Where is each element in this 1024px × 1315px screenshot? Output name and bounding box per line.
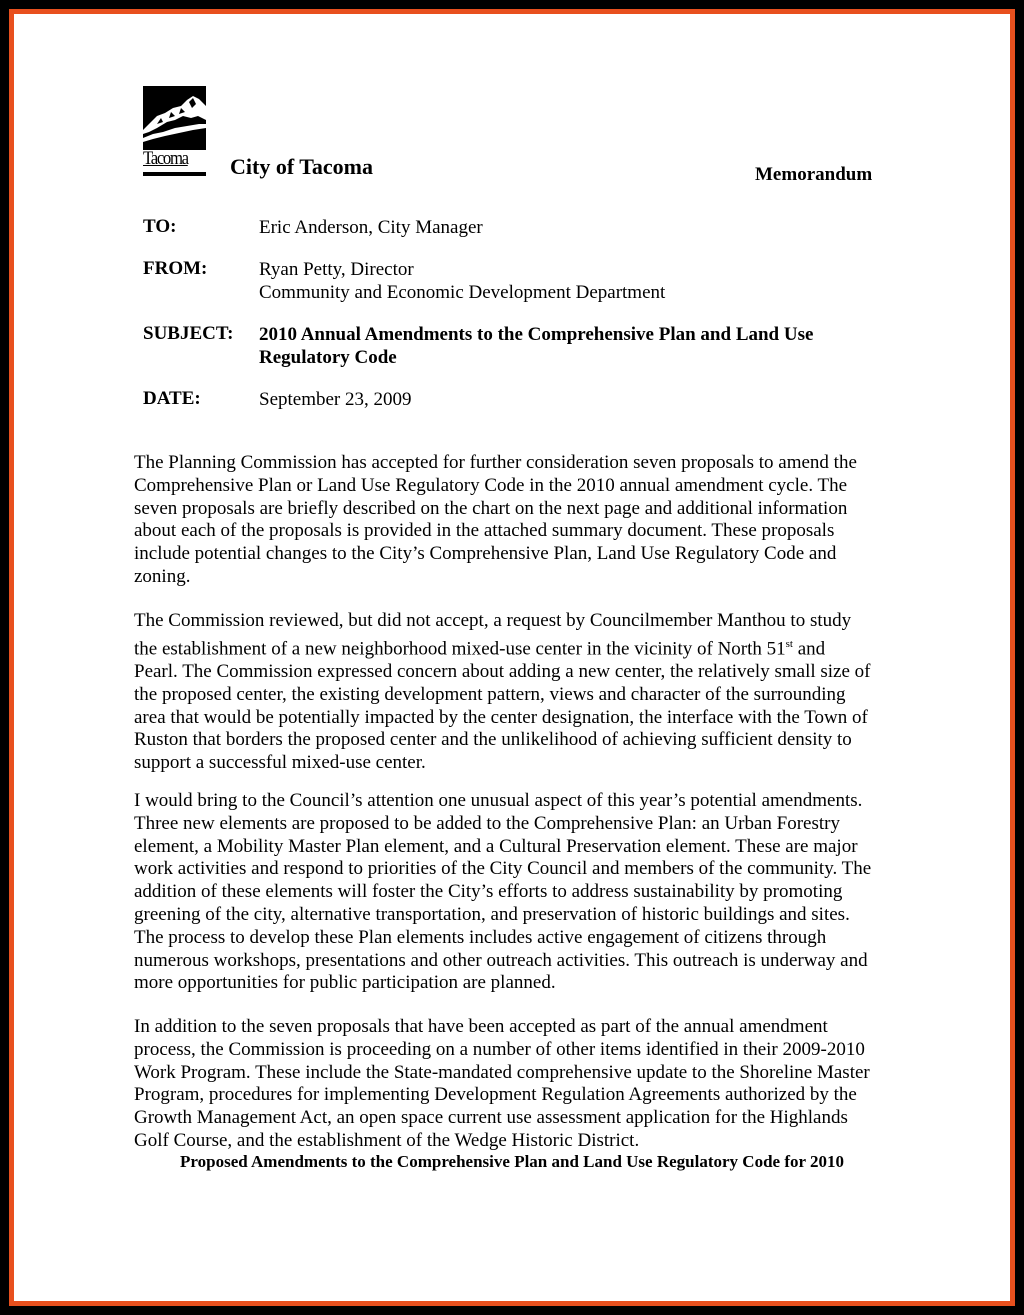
paragraph-line: Three new elements are proposed to be added to the Comprehensive Plan: an Urban Forestry xyxy=(134,812,840,834)
superscript-ordinal: st xyxy=(785,637,793,650)
paragraph-line: numerous workshops, presentations and other outreach activities. This outreach is underway and xyxy=(134,949,868,971)
body-paragraph-1 xyxy=(134,452,894,589)
paragraph-line: work activities and respond to priorities of the City Council and members of the community. The xyxy=(134,858,872,880)
from-label: FROM: xyxy=(143,258,208,279)
document-type: Memorandum xyxy=(755,164,873,185)
paragraph-line: support a successful mixed-use center. xyxy=(134,752,426,774)
paragraph-line: include potential changes to the City’s Comprehensive Plan, Land Use Regulatory Code and xyxy=(134,543,837,565)
paragraph-line: Work Program. These include the State-mandated comprehensive update to the Shoreline Master xyxy=(134,1061,870,1083)
paragraph-line: seven proposals are briefly described on the chart on the next page and additional information xyxy=(134,497,848,519)
paragraph-line-text: and xyxy=(792,638,826,660)
paragraph-line: Program, procedures for implementing Development Regulation Agreements authorized by the xyxy=(134,1084,857,1106)
paragraph-line: process, the Commission is proceeding on a number of other items identified in their 2009-2010 xyxy=(134,1038,865,1060)
subject-label: SUBJECT: xyxy=(143,323,234,344)
paragraph-line: The Commission reviewed, but did not accept, a request by Councilmember Manthou to study xyxy=(134,610,852,631)
paragraph-line: Ruston that borders the proposed center and the unlikelihood of achieving sufficient density to xyxy=(134,729,852,751)
paragraph-line: The process to develop these Plan elements includes active engagement of citizens through xyxy=(134,926,827,948)
paragraph-line-with-superscript xyxy=(134,633,894,661)
date-value: September 23, 2009 xyxy=(259,389,412,410)
to-label: TO: xyxy=(143,216,177,237)
paragraph-line: about each of the proposals is provided in the attached summary document. These proposals xyxy=(134,520,835,542)
logo-underline-bar xyxy=(143,172,206,176)
paragraph-line: Growth Management Act, an open space current use assessment application for the Highlands xyxy=(134,1107,848,1129)
paragraph-line: In addition to the seven proposals that have been accepted as part of the annual amendment xyxy=(134,1016,828,1037)
city-title: City of Tacoma xyxy=(230,154,373,179)
paragraph-line: area that would be potentially impacted by the center designation, the interface with the Town of xyxy=(134,706,868,728)
subject-value-line1: 2010 Annual Amendments to the Comprehensive Plan and Land Use xyxy=(259,324,814,345)
paragraph-line: the proposed center, the existing development pattern, views and character of the surrounding xyxy=(134,683,846,705)
chart-caption: Proposed Amendments to the Comprehensive Plan and Land Use Regulatory Code for 2010 xyxy=(180,1152,844,1171)
body-paragraph-3 xyxy=(134,790,894,995)
paragraph-line: greening of the city, alternative transportation, and preservation of historic buildings and sites. xyxy=(134,903,850,925)
mountain-logo-icon xyxy=(143,86,206,150)
paragraph-line: zoning. xyxy=(134,565,191,587)
paragraph-line: more opportunities for public participation are planned. xyxy=(134,972,556,994)
paragraph-line: Pearl. The Commission expressed concern about adding a new center, the relatively small size of xyxy=(134,660,871,682)
paragraph-line: addition of these elements will foster the City’s efforts to address sustainability by promoting xyxy=(134,881,843,903)
paragraph-line: The Planning Commission has accepted for further consideration seven proposals to amend the xyxy=(134,452,857,473)
paragraph-line: Comprehensive Plan or Land Use Regulatory Code in the 2010 annual amendment cycle. The xyxy=(134,474,848,496)
to-value: Eric Anderson, City Manager xyxy=(259,217,483,238)
date-label: DATE: xyxy=(143,388,201,409)
paragraph-line: element, a Mobility Master Plan element, and a Cultural Preservation element. These are major xyxy=(134,835,858,857)
body-paragraph-2 xyxy=(134,610,894,775)
from-value-name: Ryan Petty, Director xyxy=(259,259,414,280)
paragraph-line-text: the establishment of a new neighborhood mixed-use center in the vicinity of North 51 xyxy=(134,638,786,660)
body-paragraph-4 xyxy=(134,1016,894,1153)
subject-value-line2: Regulatory Code xyxy=(259,347,397,368)
logo-wordmark: Tacoma xyxy=(143,148,188,169)
paragraph-line: I would bring to the Council’s attention one unusual aspect of this year’s potential amendments. xyxy=(134,790,863,811)
from-value-department: Community and Economic Development Department xyxy=(259,282,666,303)
paragraph-line: Golf Course, and the establishment of the Wedge Historic District. xyxy=(134,1129,640,1151)
tacoma-logo xyxy=(143,86,206,178)
